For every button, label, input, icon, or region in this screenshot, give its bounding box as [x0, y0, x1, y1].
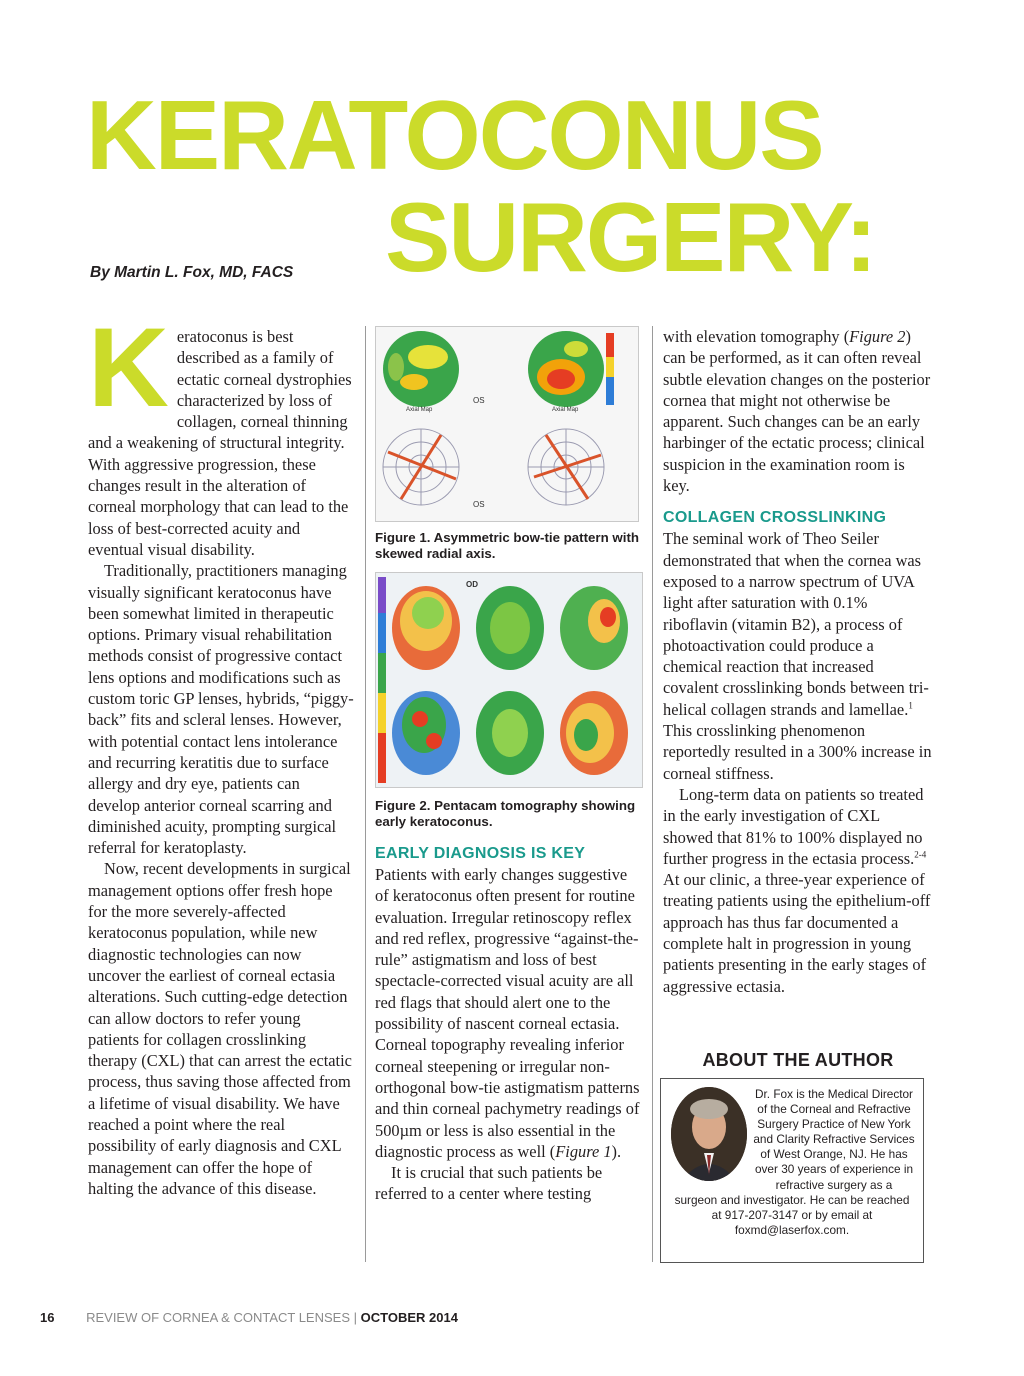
paragraph-traditionally: Traditionally, practitioners managing visually significant keratoconus have been somewhat limited in therapeutic options. Primary visual rehabilitation methods consist of progressive contact lens options and modifications such as custom toric GP lenses, hybrids, “piggy-back” fits and scleral lenses. However, with potential contact lens intolerance and recurring keratitis due to surface allergy and dry eye, patients can develop anterior corneal scarring and diminished acuity, prompting surgical referral for keratoplasty. — [88, 561, 354, 858]
author-photo — [671, 1087, 747, 1181]
axial-map-label-1: Axial Map — [406, 407, 433, 413]
drop-cap: K — [88, 305, 169, 430]
byline: By Martin L. Fox, MD, FACS — [90, 264, 294, 281]
author-bio: Dr. Fox is the Medical Director of the Corneal and Refractive Surgery Practice of New York and Clarity Refractive Services of West Orange, NJ. He has over 30 years of experience in refractive surgery as a surgeon and investigator. He can be reached at 917-207-3147 or by email at foxmd@laserfox.com. — [674, 1087, 915, 1237]
column-3 — [663, 326, 933, 997]
paragraph-recent: Now, recent developments in surgical management options offer fresh hope for the more severely-affected keratoconus population, while new diagnostic technologies can now uncover the earliest of corneal ectasia alterations. Such cutting-edge detection can allow doctors to refer young patients for collagen crosslinking therapy (CXL) that can arrest the ectatic process, thus saving those affected from a lifetime of visual disability. We have reached a point where the real possibility of early diagnosis and CXL management can offer the hope of halting the advance of this disease. — [88, 859, 352, 1198]
pentacam-map-1 — [392, 586, 460, 670]
paragraph-intro — [88, 305, 354, 560]
figure-1-caption: Figure 1. Asymmetric bow-tie pattern with skewed radial axis. — [375, 530, 640, 561]
about-author-box — [660, 1078, 924, 1263]
pentacam-map-4 — [392, 691, 460, 775]
footnote-2-4: 2-4 — [914, 849, 927, 860]
figure-2-ref: Figure 2 — [849, 327, 906, 346]
pentacam-map-2 — [476, 586, 544, 670]
about-author-heading: ABOUT THE AUTHOR — [702, 1050, 894, 1070]
od-label: OD — [466, 580, 478, 589]
footer-separator: | — [353, 1310, 358, 1325]
column-2 — [375, 326, 643, 1205]
page-footer — [40, 1310, 458, 1325]
page-number: 16 — [40, 1310, 55, 1325]
heading-collagen-crosslinking: COLLAGEN CROSSLINKING — [663, 509, 887, 527]
pentacam-map-3 — [560, 586, 628, 670]
paragraph-crucial: It is crucial that such patients be referred to a center where testing — [375, 1163, 603, 1204]
figure-2-pentacam-maps — [376, 573, 642, 787]
os-label-2: OS — [473, 500, 485, 509]
paragraph-long-term: Long-term data on patients so treated in the early investigation of CXL showed that 81% to 100% displayed no further progress in the ectasia process.$^{2-4}$ At our clinic, a three-year experience of treating patients using the epithelium-off approach has thus far documented a complete halt in progression in young patients presenting in the early stages of aggressive ectasia. — [663, 784, 931, 996]
heading-early-diagnosis: EARLY DIAGNOSIS IS KEY — [375, 845, 586, 862]
figure-1-ref: Figure 1 — [555, 1141, 612, 1161]
pentacam-map-5 — [476, 691, 544, 775]
about-author-content — [669, 1087, 915, 1238]
figure-1-topography-maps — [376, 327, 638, 521]
column-divider-2 — [652, 326, 653, 1262]
paragraph-early-diagnosis: Patients with early changes suggestive of keratoconus often present for routine evaluation. Irregular retinoscopy reflex and red reflex, progressive “against-the-rule” astigmatism and loss of best spectacle-corrected visual acuity are all red flags that should alert one to the possibility of nascent corneal ectasia. Corneal topography revealing inferior corneal steepening or irregular non-orthogonal bow-tie astigmatism patterns and thin corneal pachymetry readings of 500µm or less is also essential in the diagnostic process as well (Figure 1). — [375, 865, 640, 1161]
figure-2-image — [375, 572, 643, 788]
intro-rest: of collagen, corneal thinning and a weakening of structural integrity. With aggressive progression, these changes result in the alteration of corneal morphology that can lead to the loss of best-corrected acuity and eventual visual disability. — [88, 390, 349, 559]
title-line-2: SURGERY: — [385, 182, 876, 292]
magazine-name: REVIEW OF CORNEA & CONTACT LENSES — [86, 1310, 350, 1325]
title-line-1: KERATOCONUS — [86, 80, 823, 190]
topography-map-right — [528, 331, 604, 407]
footnote-1: 1 — [908, 700, 913, 711]
topography-map-left — [383, 331, 459, 407]
issue-date: OCTOBER 2014 — [360, 1310, 458, 1325]
intro-lead: eratoconus is best described as a family of ectatic corneal dystrophies characterized by loss — [176, 327, 352, 410]
column-divider-1 — [365, 326, 366, 1262]
paragraph-seiler: The seminal work of Theo Seiler demonstrated that when the cornea was exposed to a narrow spectrum of UVA light after saturation with 0.1% riboflavin (vitamin B2), a process of photoactivation could produce a chemical reaction that increased covalent crosslinking bonds between tri-helical collagen strands and lamellae.$^1$ This crosslinking phenomenon reportedly resulted in a 300% increase in corneal stiffness. — [663, 529, 932, 783]
paragraph-elevation: with elevation tomography (Figure 2) can be performed, as it can often reveal subtle elevation changes on the posterior cornea that might not otherwise be apparent. Such changes can be an early harbinger of the ectatic process; clinical suspicion in the examination room is key. — [663, 327, 931, 496]
figure-2-caption: Figure 2. Pentacam tomography showing early keratoconus. — [375, 798, 636, 829]
figure-1-image — [375, 326, 639, 522]
pentacam-map-6 — [560, 691, 628, 775]
column-1 — [88, 305, 354, 1199]
os-label-1: OS — [473, 396, 485, 405]
axial-map-label-2: Axial Map — [552, 407, 579, 413]
